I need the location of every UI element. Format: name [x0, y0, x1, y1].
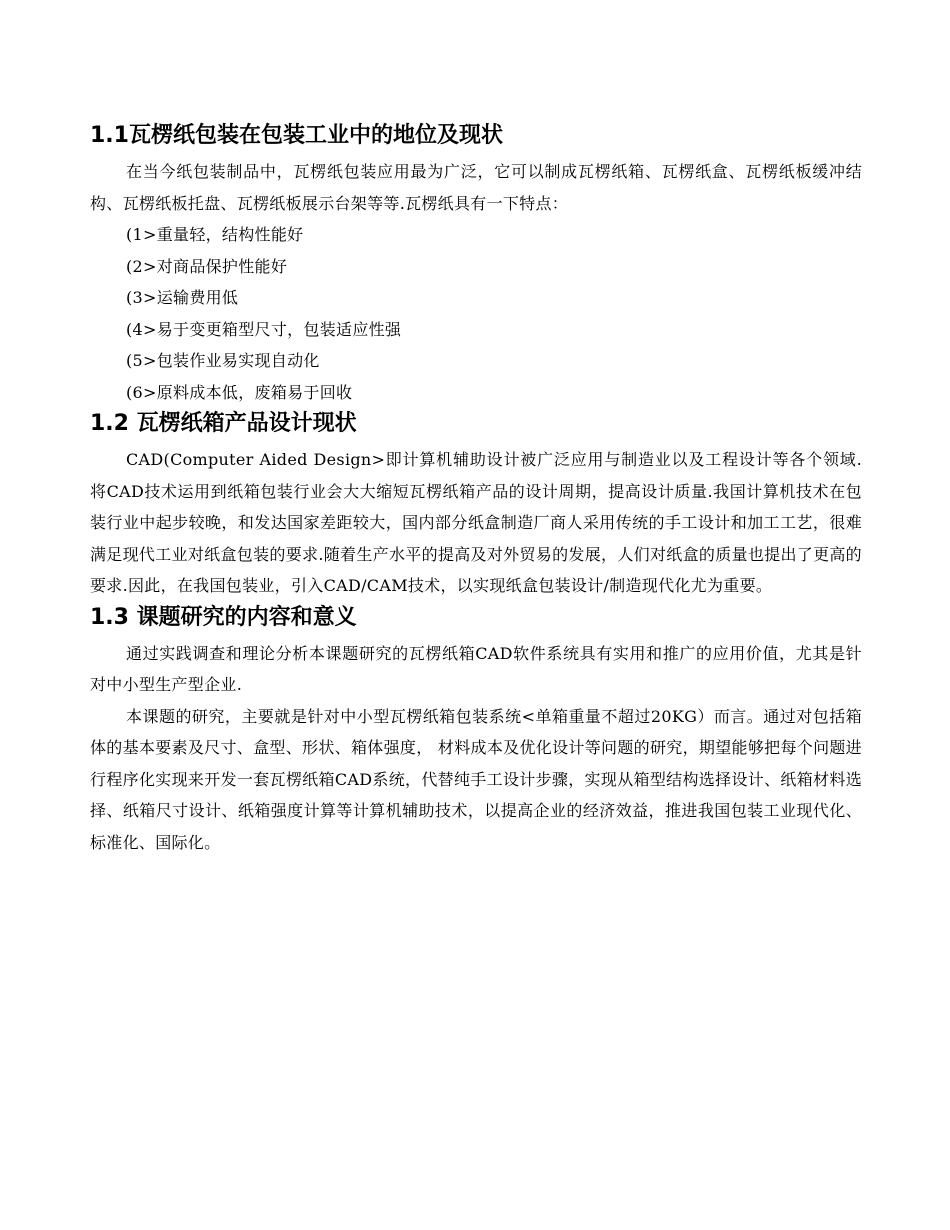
- section-1-2: [90, 408, 862, 602]
- body-paragraph: 本课题的研究，主要就是针对中小型瓦楞纸箱包装系统<单箱重量不超过20KG）而言。通过对包括箱体的基本要素及尺寸、盒型、形状、箱体强度， 材料成本及优化设计等问题的研究，期望能够把每个问题进行程序化实现来开发一套瓦楞纸箱CAD系统，代替纯手工设计步骤，实现从箱型结构选择设计、纸箱材料选择、纸箱尺寸设计、纸箱强度计算等计算机辅助技术，以提高企业的经济效益，推进我国包装工业现代化、标准化、国际化。: [90, 706, 862, 852]
- document-page: [90, 120, 862, 858]
- feature-list-item: (1>重量轻，结构性能好: [126, 225, 304, 244]
- body-paragraph: 通过实践调查和理论分析本课题研究的瓦楞纸箱CAD软件系统具有实用和推广的应用价值，尤其是针对中小型生产型企业.: [90, 643, 862, 694]
- section-heading: 1.1瓦楞纸包装在包装工业中的地位及现状: [90, 123, 503, 148]
- feature-list-item: (5>包装作业易实现自动化: [126, 351, 320, 370]
- section-heading: 1.2 瓦楞纸箱产品设计现状: [90, 411, 357, 436]
- section-1-1: [90, 120, 862, 408]
- feature-list-item: (6>原料成本低，废箱易于回收: [126, 382, 353, 402]
- section-intro-paragraph: 在当今纸包装制品中，瓦楞纸包装应用最为广泛，它可以制成瓦楞纸箱、瓦楞纸盒、瓦楞纸板缓冲结构、瓦楞纸板托盘、瓦楞纸板展示台架等等.瓦楞纸具有一下特点：: [90, 162, 862, 213]
- section-heading: 1.3 课题研究的内容和意义: [90, 604, 357, 630]
- section-1-3: [90, 602, 862, 859]
- feature-list-item: (3>运输费用低: [126, 288, 239, 307]
- feature-list-item: (4>易于变更箱型尺寸，包装适应性强: [126, 319, 402, 339]
- body-paragraph: CAD(Computer Aided Design>即计算机辅助设计被广泛应用与制造业以及工程设计等各个领域.将CAD技术运用到纸箱包装行业会大大缩短瓦楞纸箱产品的设计周期，提高设计质量.我国计算机技术在包装行业中起步较晚，和发达国家差距较大，国内部分纸盒制造厂商人采用传统的手工设计和加工工艺，很难满足现代工业对纸盒包装的要求.随着生产水平的提高及对外贸易的发展，人们对纸盒的质量也提出了更高的要求.因此，在我国包装业，引入CAD/CAM技术，以实现纸盒包装设计/制造现代化尤为重要。: [90, 450, 862, 595]
- feature-list-item: (2>对商品保护性能好: [126, 256, 288, 276]
